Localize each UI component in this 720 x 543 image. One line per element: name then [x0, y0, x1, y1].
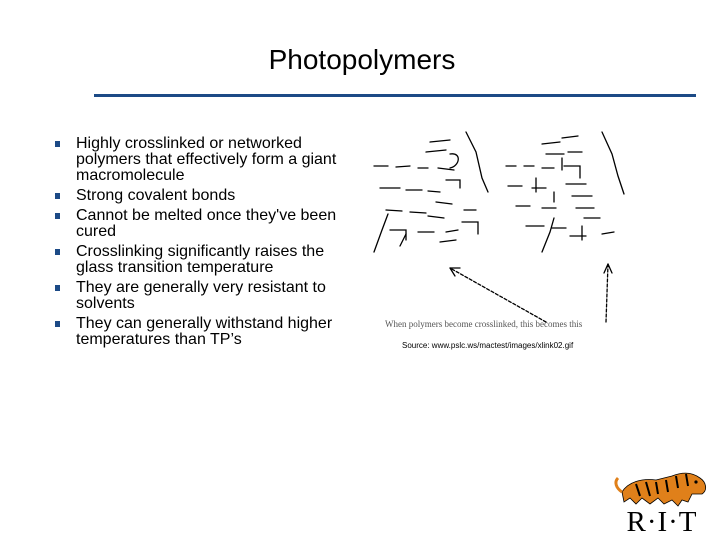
bullet-square-icon: [55, 213, 60, 219]
bullet-square-icon: [55, 141, 60, 147]
bullet-square-icon: [55, 249, 60, 255]
bullet-text: They can generally withstand higher temperatures than TP’s: [76, 315, 333, 348]
bullet-text: Highly crosslinked or networked polymers that effectively form a giant macromolecule: [76, 135, 337, 184]
bullet-text: They are generally very resistant to solvents: [76, 279, 326, 312]
slide-title: Photopolymers: [268, 44, 456, 75]
bullet-list: [55, 136, 345, 352]
bullet-text: Strong covalent bonds: [76, 187, 236, 204]
bullet-text: Cannot be melted once they've been cured: [76, 207, 337, 240]
bullet-item: [55, 188, 345, 204]
crosslink-diagram: [366, 122, 636, 334]
bullet-square-icon: [55, 193, 60, 199]
bullet-text: Crosslinking significantly raises the glass transition temperature: [76, 243, 325, 276]
bullet-item: [55, 244, 345, 276]
rit-logo-text: R·I·T: [626, 506, 698, 538]
bullet-item: [55, 136, 345, 184]
bullet-item: [55, 316, 345, 348]
title-underline: [94, 94, 696, 97]
bullet-item: [55, 208, 345, 240]
figure-source: Source: www.pslc.ws/mactest/images/xlink02.gif: [402, 341, 574, 350]
bullet-square-icon: [55, 321, 60, 327]
bullet-square-icon: [55, 285, 60, 291]
rit-logo: [612, 462, 712, 538]
bullet-item: [55, 280, 345, 312]
figure-caption: When polymers become crosslinked, this becomes this: [385, 319, 583, 329]
